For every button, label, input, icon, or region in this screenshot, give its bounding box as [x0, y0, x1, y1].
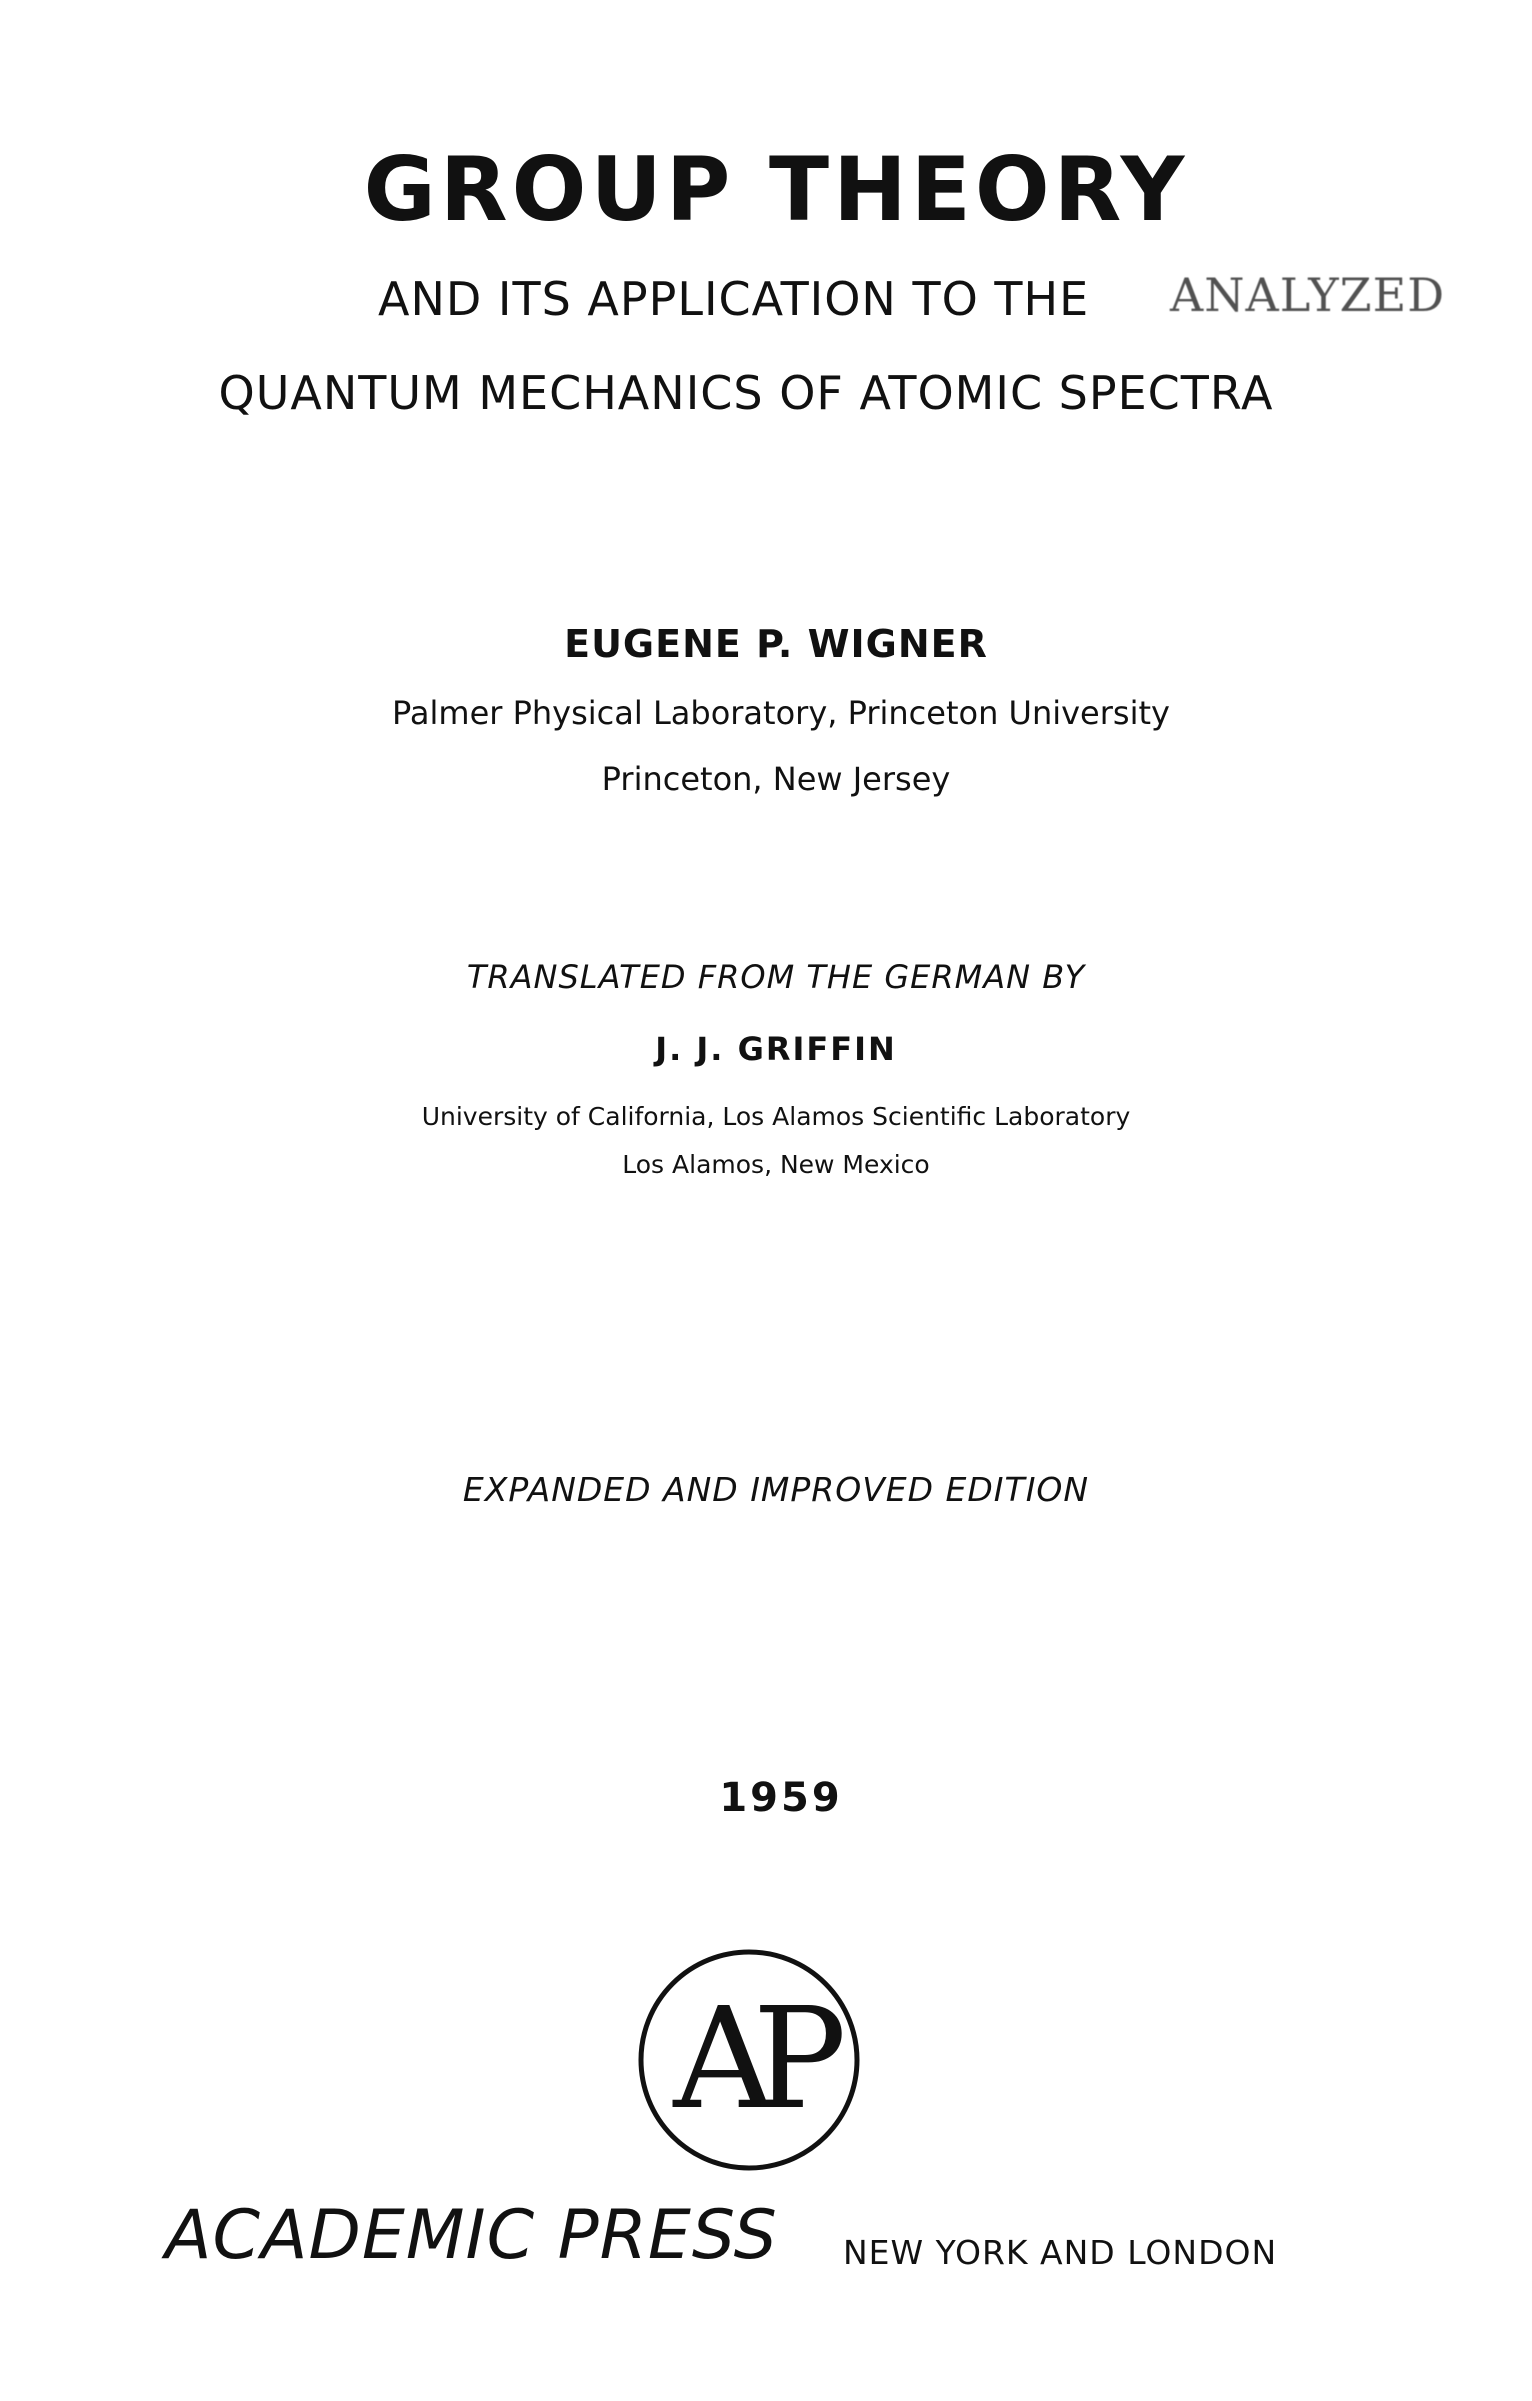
subtitle-line-2: QUANTUM MECHANICS OF ATOMIC SPECTRA	[218, 366, 1274, 420]
translator-affiliation: University of California, Los Alamos Scientific Laboratory	[421, 1102, 1131, 1131]
edition-note: EXPANDED AND IMPROVED EDITION	[462, 1470, 1090, 1509]
translator-name: J. J. GRIFFIN	[655, 1030, 897, 1068]
author-location: Princeton, New Jersey	[601, 760, 951, 798]
logo-monogram: AP	[673, 1978, 825, 2141]
translator-location: Los Alamos, New Mexico	[622, 1150, 930, 1179]
publication-year: 1959	[719, 1775, 843, 1821]
translation-note: TRANSLATED FROM THE GERMAN BY	[466, 958, 1086, 996]
library-stamp	[1170, 268, 1445, 322]
book-title: GROUP THEORY	[363, 138, 1189, 241]
author-affiliation: Palmer Physical Laboratory, Princeton University	[392, 694, 1170, 732]
publisher-location: NEW YORK AND LONDON	[843, 2233, 1278, 2272]
publisher-name: ACADEMIC PRESS	[165, 2196, 778, 2275]
publisher-logo-icon	[634, 1945, 864, 2175]
stamp-text: ANALYZED	[1170, 268, 1446, 322]
subtitle-line-1: AND ITS APPLICATION TO THE	[378, 272, 1090, 326]
author-name: EUGENE P. WIGNER	[564, 622, 988, 666]
